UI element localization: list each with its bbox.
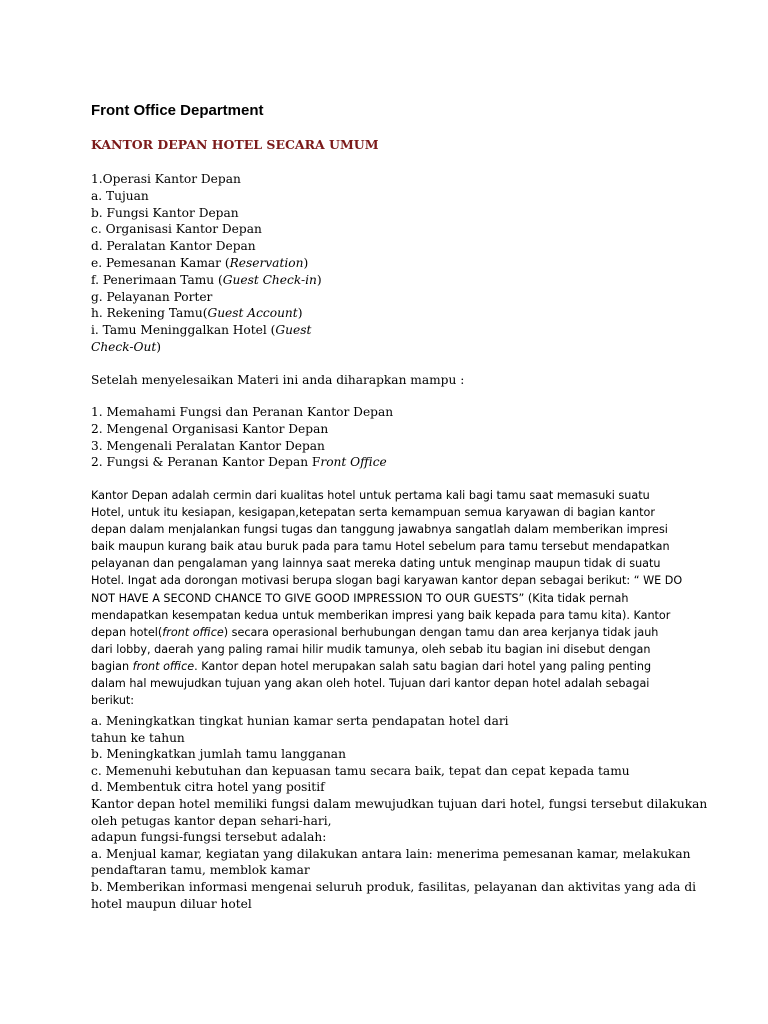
text-line: [91, 404, 393, 421]
text-line: [91, 862, 707, 879]
text-line: [91, 438, 393, 455]
line-text: a. Menjual kamar, kegiatan yang dilakukan antara lain: menerima pemesanan kamar, melakukan: [91, 846, 691, 861]
text-line: [91, 221, 322, 238]
text-line: [91, 521, 682, 538]
text-line: [91, 730, 707, 747]
italic-term: ront Office: [320, 455, 387, 470]
line-text: c. Memenuhi kebutuhan dan kepuasan tamu secara baik, tepat dan cepat kepada tamu: [91, 763, 630, 778]
text-line: [91, 188, 322, 205]
text-line: [91, 829, 707, 846]
line-text-after: ): [297, 306, 303, 321]
text-line: [91, 487, 682, 504]
text-line: [91, 675, 682, 692]
text-line: [91, 590, 682, 607]
line-text: NOT HAVE A SECOND CHANCE TO GIVE GOOD IMPRESSION TO OUR GUESTS” (Kita tidak pernah: [91, 591, 629, 605]
italic-term: Guest Account: [207, 306, 298, 321]
text-line: [91, 305, 322, 322]
text-line: [91, 607, 682, 624]
line-text: 2. Mengenal Organisasi Kantor Depan: [91, 421, 329, 436]
text-line: [91, 846, 707, 863]
line-text: Hotel, untuk itu kesiapan, kesigapan,ketepatan serta kemampuan semua karyawan di bagian kantor: [91, 506, 655, 520]
text-line: [91, 813, 707, 830]
line-text: depan dalam menjalankan fungsi tugas dan tanggung jawabnya sangatlah dalam memberikan impresi: [91, 523, 668, 537]
line-text: b. Memberikan informasi mengenai seluruh produk, fasilitas, pelayanan dan aktivitas yang ada di: [91, 879, 697, 894]
line-text: Kantor depan hotel memiliki fungsi dalam mewujudkan tujuan dari hotel, fungsi tersebut dilakukan: [91, 796, 708, 811]
text-line: [91, 205, 322, 222]
text-line: [91, 572, 682, 589]
text-line: [91, 289, 322, 306]
italic-term: front office: [132, 659, 195, 673]
line-text: b. Meningkatkan jumlah tamu langganan: [91, 747, 346, 762]
line-text: hotel maupun diluar hotel: [91, 896, 252, 911]
text-line: [91, 796, 707, 813]
line-text: d. Peralatan Kantor Depan: [91, 239, 256, 254]
text-line: [91, 879, 707, 896]
text-line: [91, 896, 707, 913]
line-text: oleh petugas kantor depan sehari-hari,: [91, 813, 332, 828]
line-text-after: ): [303, 255, 309, 270]
line-text: a. Tujuan: [91, 188, 149, 203]
line-text: b. Fungsi Kantor Depan: [91, 205, 239, 220]
text-line: [91, 763, 707, 780]
line-text: Kantor Depan adalah cermin dari kualitas hotel untuk pertama kali bagi tamu saat memasuki suatu: [91, 489, 650, 502]
objectives-intro: [91, 372, 464, 389]
outline-list: [91, 171, 322, 356]
text-line: [91, 454, 393, 471]
text-line: [91, 421, 393, 438]
text-line: [91, 779, 707, 796]
italic-term: front office: [162, 625, 224, 639]
text-line: [91, 339, 322, 356]
text-line: [91, 555, 682, 572]
line-text: adapun fungsi-fungsi tersebut adalah:: [91, 830, 327, 845]
text-line: [91, 255, 322, 272]
line-text: dari lobby, daerah yang paling ramai hilir mudik tamunya, oleh sebab itu bagian ini disebut dengan: [91, 642, 651, 656]
text-line: [91, 538, 682, 555]
text-line: [91, 746, 707, 763]
line-text: e. Pemesanan Kamar (: [91, 255, 230, 270]
line-text: mendapatkan kesempatan kedua untuk memberikan impresi yang baik kepada para tamu kita). Kantor: [91, 608, 671, 622]
line-text: i. Tamu Meninggalkan Hotel (: [91, 323, 276, 338]
line-text: a. Meningkatkan tingkat hunian kamar serta pendapatan hotel dari: [91, 714, 509, 728]
objectives-intro-text: Setelah menyelesaikan Materi ini anda diharapkan mampu :: [91, 373, 465, 387]
italic-term: Reservation: [229, 255, 304, 270]
outline-items: [91, 188, 322, 356]
text-line: [91, 692, 682, 709]
text-line: [91, 624, 682, 641]
italic-term: Guest Check-in: [222, 272, 317, 287]
italic-term: Check-Out: [91, 339, 157, 354]
line-text: d. Membentuk citra hotel yang positif: [91, 780, 325, 795]
line-text: bagian: [91, 659, 133, 673]
outline-heading: 1.Operasi Kantor Depan: [91, 172, 241, 186]
goals-list: [91, 713, 707, 912]
line-text-after: ): [316, 272, 322, 287]
line-text: pelayanan dan pengalaman yang lainnya saat mereka dating untuk menginap maupun tidak di suatu: [91, 557, 661, 571]
line-text: 2. Fungsi & Peranan Kantor Depan F: [91, 455, 321, 470]
document-title: Front Office Department: [91, 102, 264, 119]
line-text: 3. Mengenali Peralatan Kantor Depan: [91, 438, 325, 453]
text-line: [91, 504, 682, 521]
line-text: c. Organisasi Kantor Depan: [91, 222, 262, 237]
text-line: [91, 322, 322, 339]
line-text: h. Rekening Tamu(: [91, 306, 208, 321]
line-text: f. Penerimaan Tamu (: [91, 272, 223, 287]
section-heading: KANTOR DEPAN HOTEL SECARA UMUM: [91, 137, 379, 152]
text-line: [91, 641, 682, 658]
line-text: baik maupun kurang baik atau buruk pada para tamu Hotel sebelum para tamu tersebut mendapatkan: [91, 540, 670, 554]
objectives-list: [91, 404, 393, 471]
italic-term: Guest: [275, 323, 312, 338]
line-text: tahun ke tahun: [91, 730, 185, 745]
line-text: 1. Memahami Fungsi dan Peranan Kantor Depan: [91, 405, 394, 419]
line-text: berikut:: [91, 694, 135, 708]
line-text: g. Pelayanan Porter: [91, 289, 213, 304]
line-text: pendaftaran tamu, memblok kamar: [91, 863, 310, 878]
line-text: depan hotel(: [91, 625, 163, 639]
text-line: [91, 713, 707, 730]
line-text-after: . Kantor depan hotel merupakan salah satu bagian dari hotel yang paling penting: [194, 659, 652, 673]
text-line: [91, 658, 682, 675]
line-text-after: ): [156, 339, 162, 354]
text-line: [91, 238, 322, 255]
line-text: Hotel. Ingat ada dorongan motivasi berupa slogan bagi karyawan kantor depan sebagai berikut: “ WE DO: [91, 574, 683, 588]
line-text: dalam hal mewujudkan tujuan yang akan oleh hotel. Tujuan dari kantor depan hotel adalah sebagai: [91, 677, 650, 691]
text-line: [91, 272, 322, 289]
line-text-after: ) secara operasional berhubungan dengan tamu dan area kerjanya tidak jauh: [223, 625, 659, 639]
body-paragraph: [91, 487, 682, 709]
